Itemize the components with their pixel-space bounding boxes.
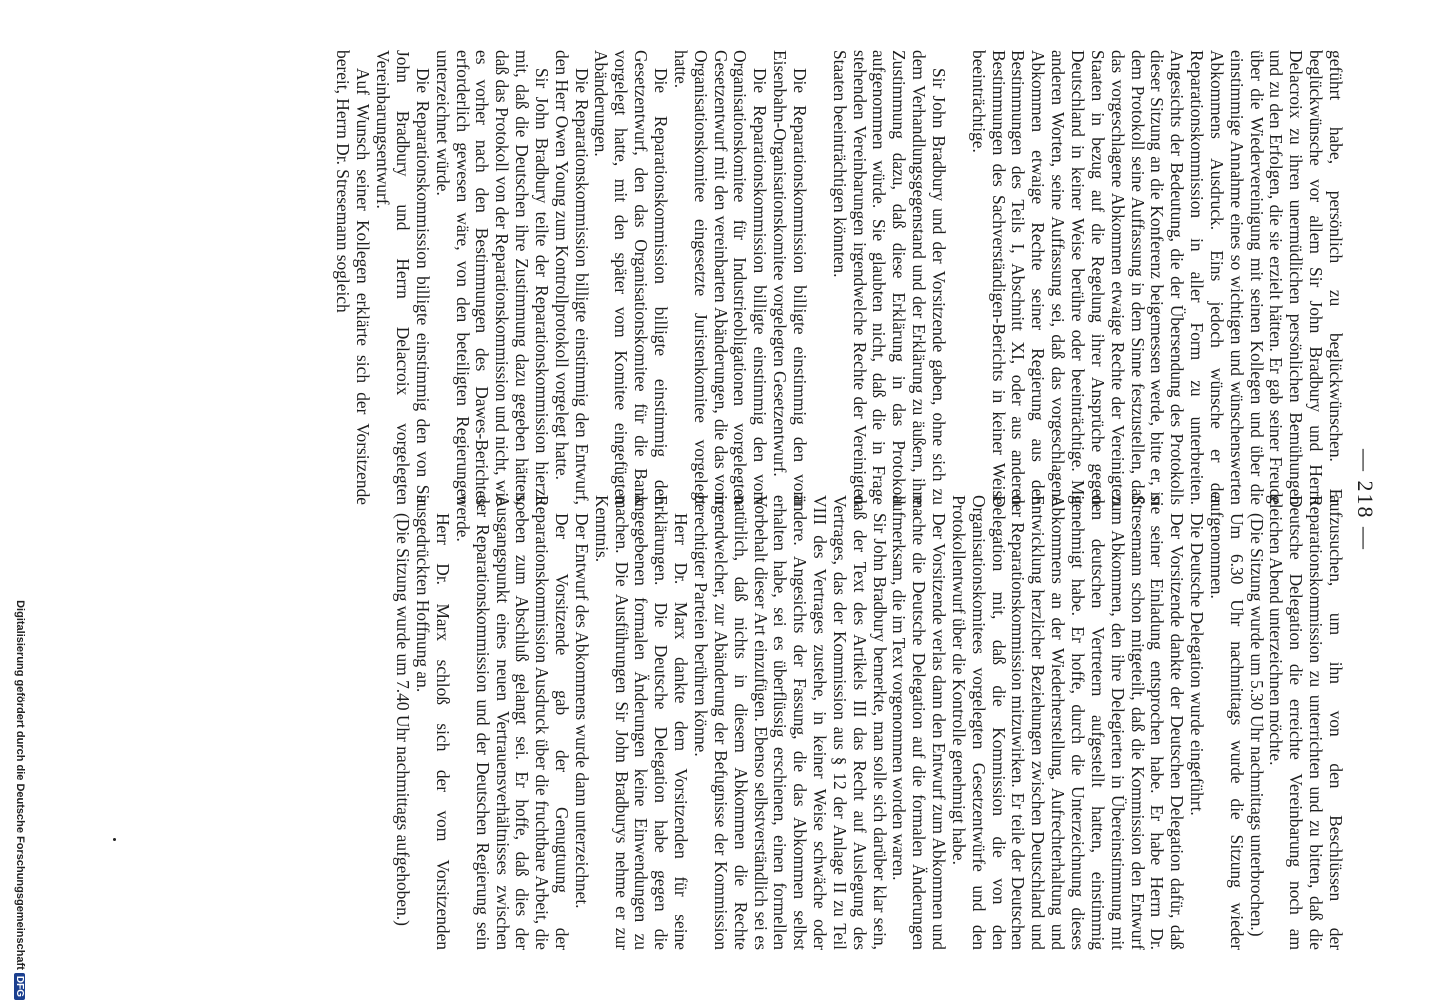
paragraph: Auf Wunsch seiner Kollegen erklärte sich der Vorsitzende bereit, Herrn Dr. Stresemann sogleich	[333, 50, 374, 505]
paragraph: Der Entwurf des Abkommens wurde dann unterzeichnet.	[571, 513, 592, 909]
paragraph: Herr Dr. Marx dankte dem Vorsitzenden für seine Erklärungen. Die Deutsche Delegation habe gegen die angegebenen formalen Änderungen keine Einwendungen zu machen. Die Ausführungen Sir John Bradburys nehme er zur Kenntnis.	[591, 495, 692, 950]
paragraph: Sir John Bradbury teilte der Reparationskommission hierzu mit, daß die Deutschen ihre Zustimmung dazu gegeben hätten, daß das Protokoll von der Reparationskommission und nicht, wie es vorher nach den Bestimmungen des Dawes-Berichtes erforderlich gewesen wäre, von den beteiligten Regierungen unterzeichnet würde.	[432, 50, 552, 505]
paragraph: Die Deutsche Delegation wurde eingeführt.	[1187, 513, 1208, 816]
paragraph: Die Reparationskommission billigte einstimmig den von Sir John Bradbury und Herrn Delacroix vorgelegten Vereinbarungsentwurf.	[373, 50, 433, 505]
dfg-logo: DFG	[14, 973, 25, 1000]
paragraph: (Die Sitzung wurde um 5.30 Uhr nachmittags unterbrochen.)	[1246, 513, 1267, 937]
paragraph: aufzusuchen, um ihn von den Beschlüssen der Reparationskommission zu unterrichten und zu bitten, daß die Deutsche Delegation die erreichte Vereinbarung noch am gleichen Abend unterzeichnen möchte.	[1266, 495, 1346, 950]
digitization-credit	[14, 0, 26, 1000]
paragraph: Herr Dr. Marx schloß sich der vom Vorsitzenden ausgedrückten Hoffnung an.	[413, 495, 454, 950]
right-text-column	[250, 495, 1345, 950]
paragraph: Um 6.30 Uhr nachmittags wurde die Sitzung wieder aufgenommen.	[1206, 495, 1247, 950]
page-number: — 218 —	[1353, 449, 1378, 551]
paragraph: geführt habe, persönlich zu beglückwünschen. Er beglückwünsche vor allem Sir John Bradbury und Herrn Delacroix zu ihren unermüdlichen persönlichen Bemühungen und zu den Erfolgen, die sie erzielt hätten. Er gab seiner Freude über die Wiedervereinigung mit seinen Kollegen und über die einstimmige Annahme eines so wichtigen und wünschenswerten Abkommens Ausdruck. Eins jedoch wünsche er der Reparationskommission in aller Form zu unterbreiten. Angesichts der Bedeutung, die der Übersendung des Protokolls dieser Sitzung an die Konferenz beigemessen werde, bitte er, in dem Protokoll seine Auffassung in dem Sinne festzustellen, daß das vorgeschlagene Abkommen etwaige Rechte der Vereinigten Staaten in bezug auf die Regelung ihrer Ansprüche gegen Deutschland in keiner Weise berühre oder beeinträchtige. Mit anderen Worten, seine Auffassung sei, daß das vorgeschlagene Abkommen etwaige Rechte seiner Regierung aus den Bestimmungen des Teils I, Abschnitt XI, oder aus anderen Bestimmungen des Sachverständigen-Berichts in keiner Weise beeinträchtige.	[968, 50, 1346, 505]
paragraph: (Die Sitzung wurde um 7.40 Uhr nachmittags aufgehoben.)	[393, 513, 414, 926]
paragraph: Die Reparationskommission billigte einstimmig den vom Organisationskomitee für Industrieobligationen vorgelegten Gesetzentwurf mit den vereinbarten Abänderungen, die das vom Organisationskomitee eingesetzte Juristenkomitee vorgelegt hatte.	[670, 50, 771, 505]
paragraph: Sir John Bradbury bemerkte, man solle sich darüber klar sein, daß der Text des Artikels III das Recht auf Auslegung des Vertrages, das der Kommission aus § 12 der Anlage II zu Teil VIII des Vertrages zustehe, in keiner Weise schwäche oder ändere. Angesichts der Fassung, die das Abkommen selbst erhalten habe, sei es überflüssig erschienen, einen formellen Vorbehalt dieser Art einzufügen. Ebenso selbstverständlich sei es natürlich, daß nichts in diesem Abkommen die Rechte irgendwelcher, zur Abänderung der Befugnisse der Kommission berechtigter Parteien berühren könne.	[691, 495, 890, 950]
paragraph: Die Reparationskommission billigte einstimmig den Entwurf, den Herr Owen Young zum Kontrollprotokoll vorgelegt hatte.	[551, 50, 592, 505]
paragraph: Die Reparationskommission billigte einstimmig den vom Eisenbahn-Organisationskomitee vorgelegten Gesetzentwurf.	[770, 50, 810, 505]
paragraph: Sir John Bradbury und der Vorsitzende gaben, ohne sich zu dem Verhandlungsgegenstand und der Erklärung zu äußern, ihre Zustimmung dazu, daß diese Erklärung in das Protokoll aufgenommen würde. Sie glaubten nicht, daß die in Frage stehenden Vereinbarungen irgendwelche Rechte der Vereinigten Staaten beeinträchtigen könnten.	[829, 50, 949, 505]
paragraph: Der Vorsitzende gab der Genugtuung der Reparationskommission Ausdruck über die fruchtbare Arbeit, die soeben zum Abschluß gelangt sei. Er hoffe, daß dies der Ausgangspunkt eines neuen Vertrauensverhältnisses zwischen der Reparationskommission und der Deutschen Regierung sein werde.	[452, 495, 573, 950]
scan-speck	[113, 838, 116, 841]
credit-text: Digitalisierung gefördert durch die Deutsche Forschungsgemeinschaft	[14, 600, 26, 970]
left-text-column	[110, 50, 1345, 505]
paragraph: Der Vorsitzende verlas dann den Entwurf zum Abkommen und machte die Deutsche Delegation auf die formalen Änderungen aufmerksam, die im Text vorgenommen worden waren.	[889, 495, 950, 950]
paragraph: Der Vorsitzende dankte der Deutschen Delegation dafür, daß sie seiner Einladung entsprochen habe. Er habe Herrn Dr. Stresemann schon mitgeteilt, daß die Kommission den Entwurf zum Abkommen, den ihre Delegierten in Übereinstimmung mit den deutschen Vertretern aufgestellt hatten, einstimmig genehmigt habe. Er hoffe, durch die Unterzeichnung dieses Abkommens an der Wiederherstellung, Aufrechterhaltung und Entwicklung herzlicher Beziehungen zwischen Deutschland und der Reparationskommission mitzuwirken. Er teile der Deutschen Delegation mit, daß die Kommission die von den Organisationskomitees vorgelegten Gesetzentwürfe und den Protokollentwurf über die Kontrolle genehmigt habe.	[948, 495, 1188, 950]
paragraph: Die Reparationskommission billigte einstimmig den Gesetzentwurf, den das Organisationskomitee für die Bank vorgelegt hatte, mit den später vom Komitee eingefügten Abänderungen.	[591, 50, 671, 505]
